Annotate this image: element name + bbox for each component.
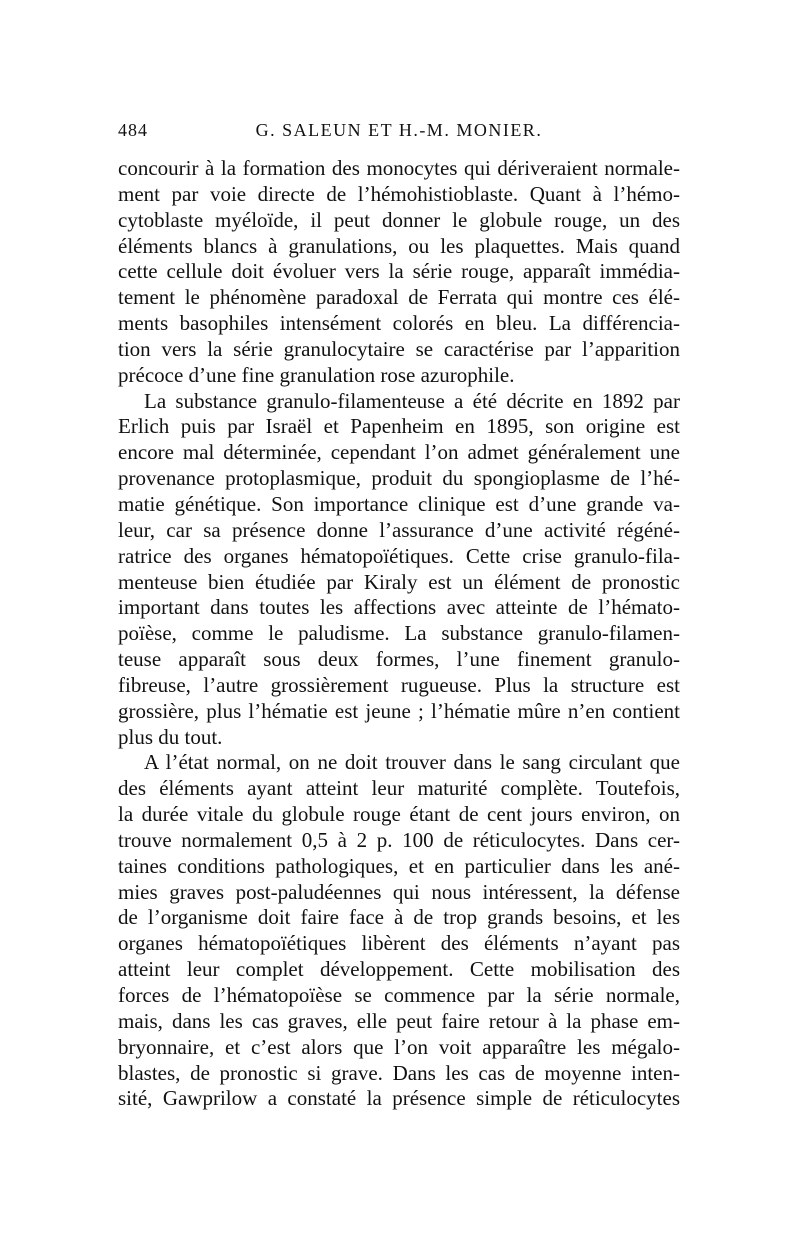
- text-line: poïèse, comme le paludisme. La substance granulo-filamen-: [118, 621, 680, 646]
- text-line: tion vers la série granulocytaire se caractérise par l’apparition: [118, 336, 680, 361]
- text-line: A l’état normal, on ne doit trouver dans le sang circulant que: [144, 750, 680, 775]
- text-line: ments basophiles intensément colorés en bleu. La différencia-: [118, 311, 680, 336]
- page-header: [118, 120, 680, 150]
- text-line: ratrice des organes hématopoïétiques. Cette crise granulo-fila-: [118, 543, 680, 568]
- text-line: concourir à la formation des monocytes qui dériveraient normale-: [118, 156, 680, 180]
- text-line: provenance protoplasmique, produit du spongioplasme de l’hé-: [118, 466, 680, 491]
- text-line: La substance granulo-filamenteuse a été décrite en 1892 par: [144, 388, 680, 413]
- paragraph: [118, 750, 680, 1112]
- body-text: [118, 156, 680, 1112]
- text-line: fibreuse, l’autre grossièrement rugueuse. Plus la structure est: [118, 672, 680, 697]
- text-line: grossière, plus l’hématie est jeune ; l’hématie mûre n’en contient: [118, 698, 680, 723]
- text-line: taines conditions pathologiques, et en particulier dans les ané-: [118, 853, 680, 878]
- text-line: éléments blancs à granulations, ou les plaquettes. Mais quand: [118, 233, 680, 258]
- text-line: organes hématopoïétiques libèrent des éléments n’ayant pas: [118, 931, 680, 956]
- text-line: tement le phénomène paradoxal de Ferrata qui montre ces élé-: [118, 285, 680, 310]
- text-line: matie génétique. Son importance clinique est d’une grande va-: [118, 491, 680, 516]
- text-line: encore mal déterminée, cependant l’on admet généralement une: [118, 440, 680, 465]
- text-line: de l’organisme doit faire face à de trop grands besoins, et les: [118, 905, 680, 930]
- text-line: leur, car sa présence donne l’assurance d’une activité régéné-: [118, 517, 680, 542]
- paragraph: [118, 389, 680, 751]
- text-line: atteint leur complet développement. Cette mobilisation des: [118, 957, 680, 982]
- text-line: forces de l’hématopoïèse se commence par la série normale,: [118, 983, 680, 1007]
- text-line: mais, dans les cas graves, elle peut faire retour à la phase em-: [118, 1008, 680, 1033]
- text-line: des éléments ayant atteint leur maturité complète. Toutefois,: [118, 776, 680, 801]
- text-line: sité, Gawprilow a constaté la présence simple de réticulocytes: [118, 1086, 680, 1111]
- text-line: cette cellule doit évoluer vers la série rouge, apparaît immédia-: [118, 259, 680, 284]
- text-line: trouve normalement 0,5 à 2 p. 100 de réticulocytes. Dans cer-: [118, 827, 680, 852]
- paragraph: [118, 156, 680, 389]
- text-line: plus du tout.: [118, 724, 223, 749]
- text-line: teuse apparaît sous deux formes, l’une finement granulo-: [118, 647, 680, 672]
- text-line: Erlich puis par Israël et Papenheim en 1895, son origine est: [118, 414, 680, 439]
- text-line: bryonnaire, et c’est alors que l’on voit apparaître les mégalo-: [118, 1034, 680, 1059]
- running-head: G. SALEUN ET H.-M. MONIER.: [255, 120, 543, 140]
- text-line: cytoblaste myéloïde, il peut donner le globule rouge, un des: [118, 207, 680, 232]
- text-line: la durée vitale du globule rouge étant de cent jours environ, on: [118, 802, 680, 827]
- page-number: 484: [118, 120, 148, 140]
- text-line: précoce d’une fine granulation rose azurophile.: [118, 362, 515, 387]
- text-line: ment par voie directe de l’hémohistioblaste. Quant à l’hémo-: [118, 181, 680, 206]
- text-line: mies graves post-paludéennes qui nous intéressent, la défense: [118, 879, 680, 904]
- text-line: important dans toutes les affections avec atteinte de l’hémato-: [118, 595, 680, 620]
- text-line: menteuse bien étudiée par Kiraly est un élément de pronostic: [118, 569, 680, 594]
- text-line: blastes, de pronostic si grave. Dans les cas de moyenne inten-: [118, 1060, 680, 1085]
